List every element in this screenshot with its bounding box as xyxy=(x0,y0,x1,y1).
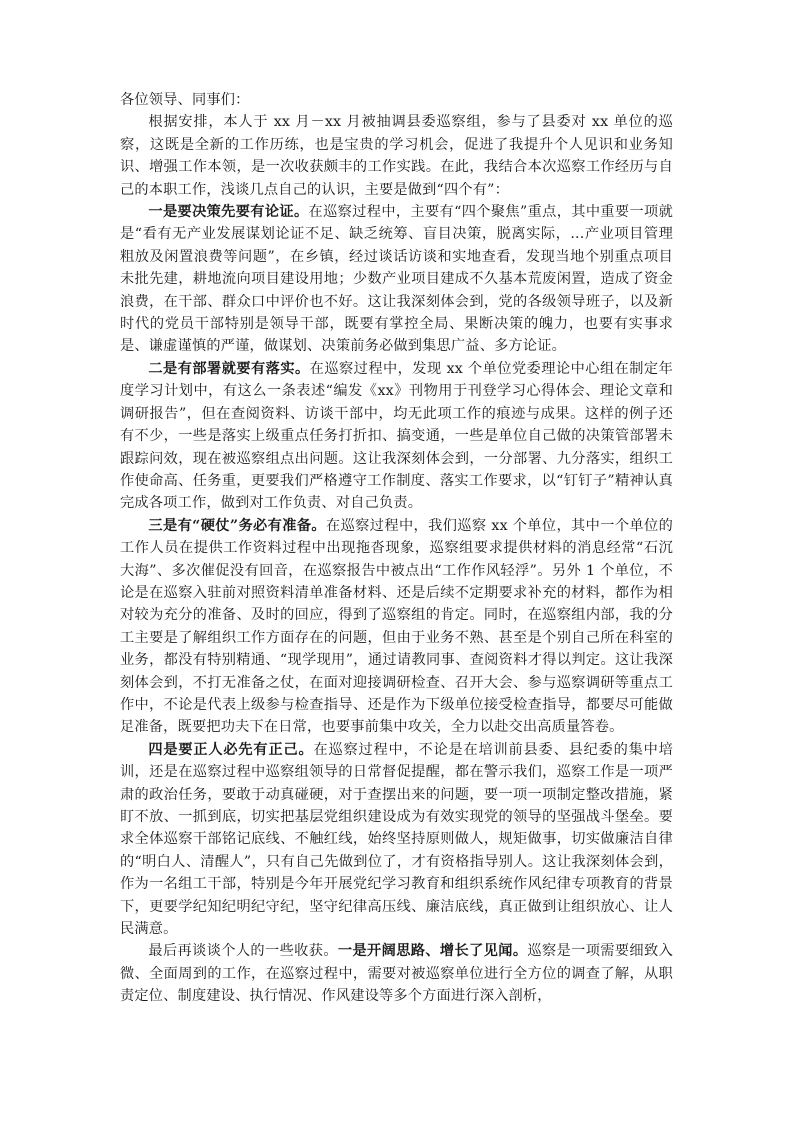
paragraph-lead-heading: 三是有“硬仗”务必有准备。 xyxy=(148,517,326,534)
paragraph-text: 在巡察过程中，主要有“四个聚焦”重点，其中重要一项就是“看有无产业发展谋划论证不足、缺乏统筹、盲目决策，脱离实际，...产业项目管理粗放及闲置浪费等问题”，在乡镇，经过谈话访谈和实地查看，发现当地个别重点项目未批先建，耕地流向项目建设用地；少数产业项目建成不久基本荒废闲置，造成了资金浪费，在干部、群众口中评价也不好。这让我深刻体会到，党的各级领导班子，以及新时代的党员干部特别是领导干部，既要有掌控全局、果断决策的魄力，也要有实事求是、谦虚谨慎的严谨，做谋划、决策前务必做到集思广益、多方论证。 xyxy=(120,204,673,355)
paragraph-pre-text: 最后再谈谈个人的一些收获。 xyxy=(148,943,338,960)
paragraph-lead-heading: 四是要正人必先有正己。 xyxy=(148,741,314,758)
paragraph-lead-heading: 二是有部署就要有落实。 xyxy=(148,360,310,377)
intro-paragraph xyxy=(120,111,673,201)
paragraph-lead-heading: 一是要决策先要有论证。 xyxy=(148,204,309,221)
paragraph-text: 巡察是一项需要细致入微、全面周到的工作，在巡察过程中，需要对被巡察单位进行全方位的调查了解，从职责定位、制度建设、执行情况、作风建设等多个方面进行深入剖析， xyxy=(120,943,673,1005)
point-four-paragraph xyxy=(120,739,673,941)
point-one-paragraph xyxy=(120,201,673,358)
paragraph-text: 在巡察过程中，我们巡察 xx 个单位，其中一个单位的工作人员在提供工作资料过程中出现拖沓现象，巡察组要求提供材料的消息经常“石沉大海”、多次催促没有回音，在巡察报告中被点出“工作作风轻浮”。另外 1 个单位，不论是在巡察入驻前对照资料清单准备材料、还是后续不定期要求补充的材料，都作为相对较为充分的准备、及时的回应，得到了巡察组的肯定。同时，在巡察组内部，我的分工主要是了解组织工作方面存在的问题，但由于业务不熟、甚至是个别自己所在科室的业务，都没有特别精通、“现学现用”，通过请教同事、查阅资料才得以判定。这让我深刻体会到，不打无准备之仗，在面对迎接调研检查、召开大会、参与巡察调研等重点工作中，不论是代表上级参与检查指导、还是作为下级单位接受检查指导，都要尽可能做足准备，既要把功夫下在日常，也要事前集中攻关，全力以赴交出高质量答卷。 xyxy=(120,517,673,736)
point-two-paragraph xyxy=(120,358,673,515)
paragraph-lead-heading: 一是开阔思路、增长了见闻。 xyxy=(337,943,528,960)
point-three-paragraph xyxy=(120,515,673,739)
salutation: 各位领导、同事们： xyxy=(120,92,250,108)
closing-paragraph xyxy=(120,940,673,1007)
paragraph-text: 根据安排，本人于 xx 月－xx 月被抽调县委巡察组，参与了县委对 xx 单位的巡察，这既是全新的工作历练，也是宝贵的学习机会，促进了我提升个人见识和业务知识、增强工作本领，是一次收获颇丰的工作实践。在此，我结合本次巡察工作经历与自己的本职工作，浅谈几点自己的认识，主要是做到“四个有”： xyxy=(120,114,673,198)
paragraph-text: 在巡察过程中，发现 xx 个单位党委理论中心组在制定年度学习计划中，有这么一条表述“编发《xx》刊物用于刊登学习心得体会、理论文章和调研报告”，但在查阅资料、访谈干部中，均无此项工作的痕迹与成果。这样的例子还有不少，一些是落实上级重点任务打折扣、搞变通，一些是单位自己做的决策管部署未跟踪问效，现在被巡察组点出问题。这让我深刻体会到，一分部署、九分落实，组织工作使命高、任务重，更要我们严格遵守工作制度、落实工作要求，以“钉钉子”精神认真完成各项工作，做到对工作负责、对自己负责。 xyxy=(120,360,673,512)
paragraph-text: 在巡察过程中，不论是在培训前县委、县纪委的集中培训，还是在巡察过程中巡察组领导的日常督促提醒，都在警示我们，巡察工作是一项严肃的政治任务，要敢于动真碰硬，对于查摆出来的问题，要一项一项制定整改措施，紧盯不放、一抓到底，切实把基层党组织建设成为有效实现党的领导的坚强战斗堡垒。要求全体巡察干部铭记底线、不触红线，始终坚持原则做人，规矩做事，切实做廉洁自律的“明白人、清醒人”，只有自己先做到位了，才有资格指导别人。这让我深刻体会到，作为一名组工干部，特别是今年开展党纪学习教育和组织系统作风纪律专项教育的背景下，更要学纪知纪明纪守纪，坚守纪律高压线、廉洁底线，真正做到让组织放心、让人民满意。 xyxy=(120,741,673,938)
document-page xyxy=(120,89,673,1008)
